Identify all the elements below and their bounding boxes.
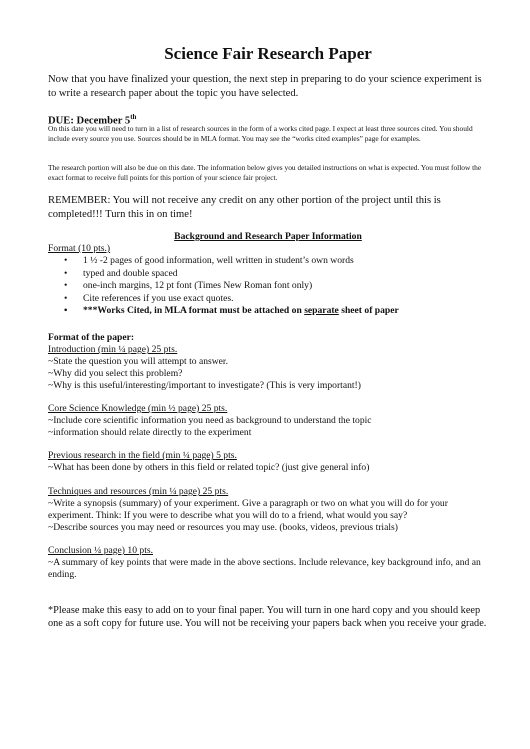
works-cited-underlined: separate (304, 305, 339, 317)
format-item: • Cite references if you use exact quotes. (48, 293, 488, 306)
section-introduction (48, 344, 488, 392)
research-paragraph: The research portion will also be due on this date. The information below gives you detailed instructions on what is expected. You must follow the exact format to receive full points for this portion of your science fair project. (48, 163, 482, 182)
format-item: • 1 ½ -2 pages of good information, well written in student’s own words (48, 255, 488, 268)
section-techniques (48, 486, 488, 534)
section-head: Conclusion ¼ page) 10 pts. (48, 545, 153, 556)
format-list (48, 255, 488, 318)
section-line: ~Describe sources you may need or resources you may use. (books, videos, previous trials) (48, 522, 398, 533)
section-heading: Background and Research Paper Information (174, 231, 362, 242)
page-title: Science Fair Research Paper (164, 44, 372, 63)
section-head: Core Science Knowledge (min ½ page) 25 pts. (48, 403, 228, 414)
section-line: ~Write a synopsis (summary) of your experiment. Give a paragraph or two on what you will do for your experiment. Think: If you were to describe what you will do to a friend, what would you say? (48, 498, 448, 521)
format-of-paper-heading: Format of the paper: (48, 332, 135, 343)
remember-paragraph: REMEMBER: You will not receive any credit on any other portion of the project until this is completed!!! Turn this in on time! (48, 195, 441, 220)
footer-note: *Please make this easy to add on to your final paper. You will turn in one hard copy and you should keep one as a soft copy for future use. You will not be receiving your papers back when you receive your grade. (48, 605, 487, 629)
section-line: ~A summary of key points that were made in the above sections. Include relevance, key background info, and an ending. (48, 557, 481, 580)
section-line: ~What has been done by others in this field or related topic? (just give general info) (48, 462, 370, 473)
section-line: ~State the question you will attempt to answer. (48, 356, 228, 367)
works-cited-paragraph: On this date you will need to turn in a list of research sources in the form of a works cited page. I expect at least three sources cited. You should include every source you use. Sources should be in MLA format. You may see the “works cited examples” page for examples. (48, 124, 473, 143)
due-label: DUE: December 5 (48, 115, 131, 127)
section-line: ~Why is this useful/interesting/important to investigate? (This is very important!) (48, 380, 361, 391)
due-suffix: th (130, 113, 137, 121)
section-head: Introduction (min ¼ page) 25 pts. (48, 344, 178, 355)
section-previous-research (48, 450, 488, 474)
format-section (48, 243, 488, 318)
format-label: Format (10 pts.) (48, 243, 111, 254)
section-line: ~Include core scientific information you need as background to understand the topic (48, 415, 372, 426)
format-item-works-cited (48, 305, 488, 318)
format-item: • one-inch margins, 12 pt font (Times New Roman font only) (48, 280, 488, 293)
section-head: Techniques and resources (min ¼ page) 25 pts. (48, 486, 229, 497)
section-head: Previous research in the field (min ¼ page) 5 pts. (48, 450, 237, 461)
section-conclusion (48, 545, 488, 581)
section-line: ~information should relate directly to the experiment (48, 427, 252, 438)
section-line: ~Why did you select this problem? (48, 368, 183, 379)
works-cited-post: sheet of paper (338, 305, 399, 317)
intro-paragraph: Now that you have finalized your question, the next step in preparing to do your science experiment is to write a research paper about the topic you have selected. (48, 74, 482, 99)
section-core-science (48, 403, 488, 439)
works-cited-pre: ***Works Cited, in MLA format must be attached on (83, 305, 305, 317)
format-item: • typed and double spaced (48, 268, 488, 281)
